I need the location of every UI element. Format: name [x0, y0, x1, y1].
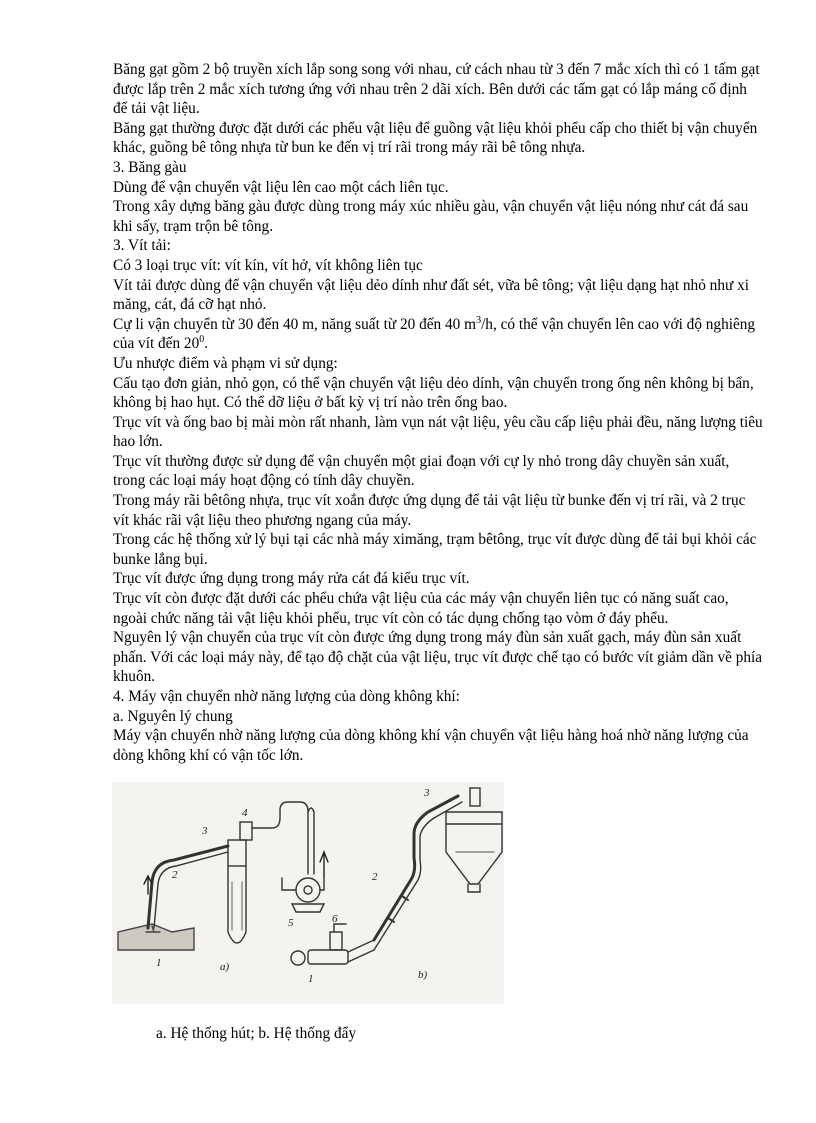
paragraph: Trục vít được ứng dụng trong máy rửa cát đá kiểu trục vít.: [113, 570, 470, 588]
paragraph: Trục vít và ống bao bị mài mòn rất nhanh, làm vụn nát vật liệu, yêu cầu cấp liệu phải đều, năng lượng tiêu hao lớn.: [113, 413, 763, 451]
figure-b-label-3: 3: [424, 787, 430, 799]
paragraph: Trong các hệ thống xử lý bụi tại các nhà máy ximăng, trạm bêtông, trục vít được dùng để tải bụi khỏi các bunke lắng bụi.: [113, 531, 757, 568]
figure-b-label-1: 1: [308, 973, 314, 985]
paragraph: Nguyên lý vận chuyển của trục vít còn được ứng dụng trong máy đùn sản xuất gạch, máy đùn sản xuất phấn. Với các loại máy này, để tạo độ chặt của vật liệu, trục vít được chế tạo có bước vít giảm dần về phía khuôn.: [113, 629, 763, 686]
figure-b-label-2: 2: [372, 871, 378, 883]
figure-b-label-6: 6: [332, 913, 338, 925]
heading-pros-cons: Ưu nhược điểm và phạm vi sử dụng:: [113, 354, 338, 372]
suction-system-drawing: [118, 802, 328, 950]
figure-a-label-4: 4: [242, 807, 248, 819]
figure-a-caption-letter: a): [220, 961, 230, 973]
capacity-text: Cự li vận chuyển từ 30 đến 40 m, năng suất từ 20 đến 40 m: [113, 315, 477, 333]
figure-caption: a. Hệ thống hút; b. Hệ thống đẩy: [156, 1025, 357, 1042]
superscript-3: 3: [476, 314, 482, 326]
pneumatic-system-figure: [112, 782, 504, 1004]
paragraph-capacity: [113, 315, 763, 354]
paragraph: Trục vít còn được đặt dưới các phểu chứa vật liệu của các máy vận chuyển liên tục có năng suất cao, ngoài chức năng tải vật liệu khỏi phểu, trục vít còn có tác dụng chống tạo vòm ở đáy phểu.: [113, 590, 729, 627]
paragraph: Dùng để vận chuyển vật liệu lên cao một cách liên tục.: [113, 178, 449, 196]
figure-b-caption-letter: b): [418, 969, 428, 981]
paragraph: Trong xây dựng băng gàu được dùng trong máy xúc nhiều gàu, vận chuyển vật liệu nóng như cát đá sau khi sấy, trạm trộn bê tông.: [113, 198, 749, 235]
figure-a-label-5: 5: [288, 917, 294, 929]
paragraph: Vít tải được dùng để vận chuyển vật liệu dẻo dính như đất sét, vữa bê tông; vật liệu dạng hạt nhỏ như xi măng, cát, đá cỡ hạt nhỏ.: [113, 276, 749, 314]
figure-a-label-2: 2: [172, 869, 178, 881]
pressure-system-drawing: [291, 788, 502, 965]
body-text: [113, 60, 763, 765]
capacity-tail: /h, có thể vận chuyển lên cao với độ nghiêng của vít đến 20: [113, 315, 756, 353]
figure-a-label-3: 3: [202, 825, 208, 837]
paragraph: Có 3 loại trục vít: vít kín, vít hở, vít không liên tục: [113, 256, 423, 274]
heading-screw-conveyor: 3. Vít tải:: [113, 237, 171, 255]
superscript-0: 0: [199, 334, 205, 346]
heading-bucket-elevator: 3. Băng gàu: [113, 158, 187, 176]
heading-pneumatic-conveyor: 4. Máy vận chuyển nhờ năng lượng của dòng không khí:: [113, 688, 460, 705]
paragraph: Băng gạt gồm 2 bộ truyền xích lắp song song với nhau, cứ cách nhau từ 3 đến 7 mắc xích thì có 1 tấm gạt được lắp trên 2 mắc xích tương ứng với nhau trên 2 dãi xích. Bên dưới các tấm gạt có lắp máng cố định để tải vật liệu.: [113, 61, 760, 118]
period: .: [204, 335, 209, 353]
paragraph: Trục vít thường được sử dụng để vận chuyển một giai đoạn với cự ly nhỏ trong dây chuyền sản xuất, trong các loại máy hoạt động có tính dây chuyền.: [113, 452, 730, 490]
paragraph: Trong máy rãi bêtông nhựa, trục vít xoắn được ứng dụng để tải vật liệu từ bunke đến vị trí rãi, và 2 trục vít khác rãi vật liệu theo phương ngang của máy.: [113, 492, 746, 529]
paragraph: Máy vận chuyển nhờ năng lượng của dòng không khí vận chuyển vật liệu hàng hoá nhờ năng lượng của dòng không khí có vận tốc lớn.: [113, 727, 749, 764]
paragraph: Băng gạt thường được đặt dưới các phểu vật liệu để guồng vật liệu khỏi phểu cấp cho thiết bị vận chuyển khác, guồng bê tông nhựa từ bun ke đến vị trí rãi trong máy rãi bê tông nhựa.: [113, 119, 758, 157]
figure-b-labels: [308, 787, 430, 985]
figure-a-label-1: 1: [156, 957, 162, 969]
paragraph: Cấu tạo đơn giản, nhỏ gọn, có thể vận chuyển vật liệu dẻo dính, vận chuyển trong ống nên không bị bẩn, không bị hao hụt. Có thể dỡ liệu ở bất kỳ vị trí nào trên ống bao.: [113, 374, 754, 412]
subheading-principle: a. Nguyên lý chung: [113, 707, 233, 725]
